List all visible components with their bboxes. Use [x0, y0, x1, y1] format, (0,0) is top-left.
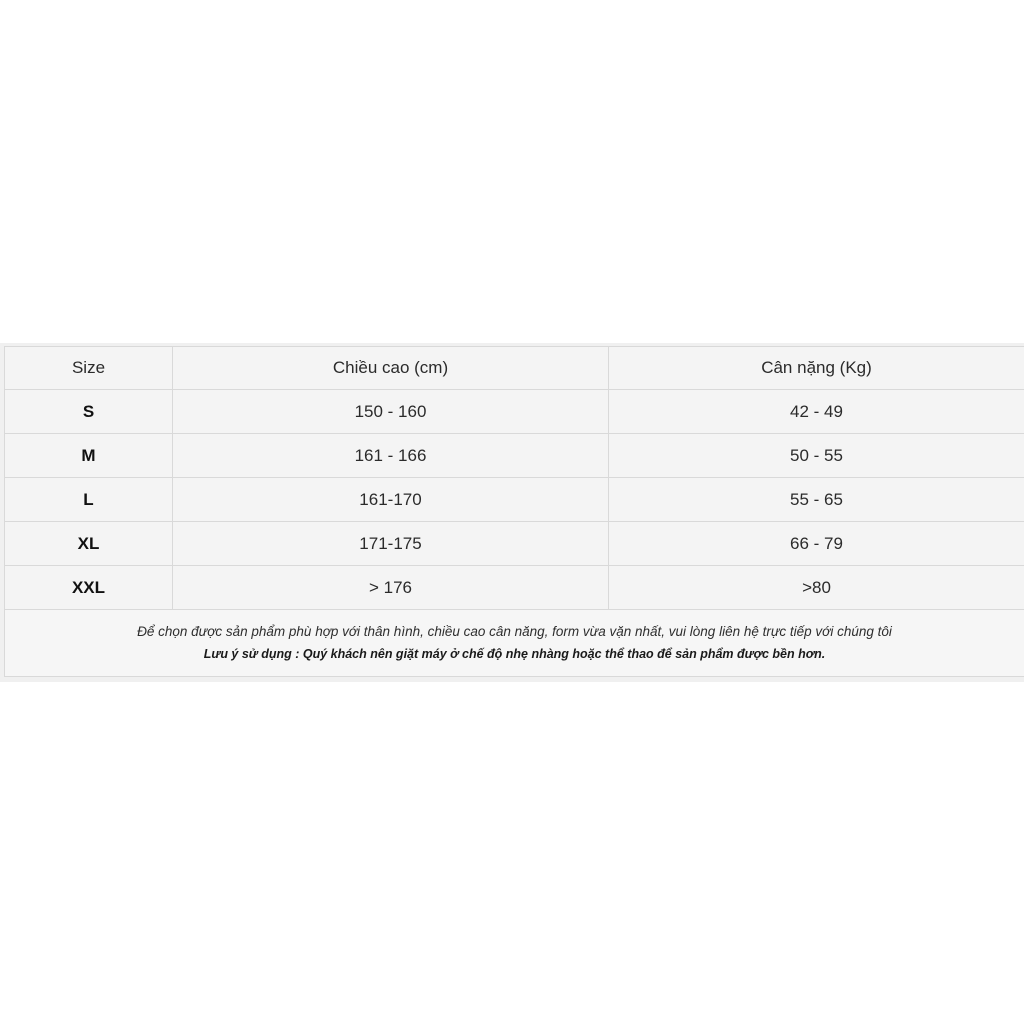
height-cell: 171-175 [173, 522, 609, 566]
table-row [5, 390, 1024, 434]
table-row [5, 566, 1024, 610]
size-cell: XL [5, 522, 173, 566]
height-cell: 161-170 [173, 478, 609, 522]
header-weight: Cân nặng (Kg) [609, 347, 1024, 390]
fit-note: Để chọn được sản phẩm phù hợp với thân hình, chiều cao cân năng, form vừa vặn nhất, vui lòng liên hệ trực tiếp với chúng tôi [137, 624, 892, 639]
weight-cell: >80 [609, 566, 1024, 610]
height-cell: 150 - 160 [173, 390, 609, 434]
header-size: Size [5, 347, 173, 390]
note-cell [5, 610, 1024, 677]
weight-cell: 42 - 49 [609, 390, 1024, 434]
note-row [5, 610, 1024, 677]
size-cell: L [5, 478, 173, 522]
table-row [5, 478, 1024, 522]
care-note: Lưu ý sử dụng : Quý khách nên giặt máy ở chế độ nhẹ nhàng hoặc thể thao để sản phẩm được bền hơn. [203, 647, 826, 661]
size-chart-table [4, 346, 1024, 677]
header-height: Chiều cao (cm) [173, 347, 609, 390]
weight-cell: 50 - 55 [609, 434, 1024, 478]
table-row [5, 434, 1024, 478]
table-row [5, 522, 1024, 566]
weight-cell: 55 - 65 [609, 478, 1024, 522]
height-cell: > 176 [173, 566, 609, 610]
size-cell: M [5, 434, 173, 478]
weight-cell: 66 - 79 [609, 522, 1024, 566]
height-cell: 161 - 166 [173, 434, 609, 478]
table-header-row [5, 347, 1024, 390]
size-cell: XXL [5, 566, 173, 610]
size-cell: S [5, 390, 173, 434]
